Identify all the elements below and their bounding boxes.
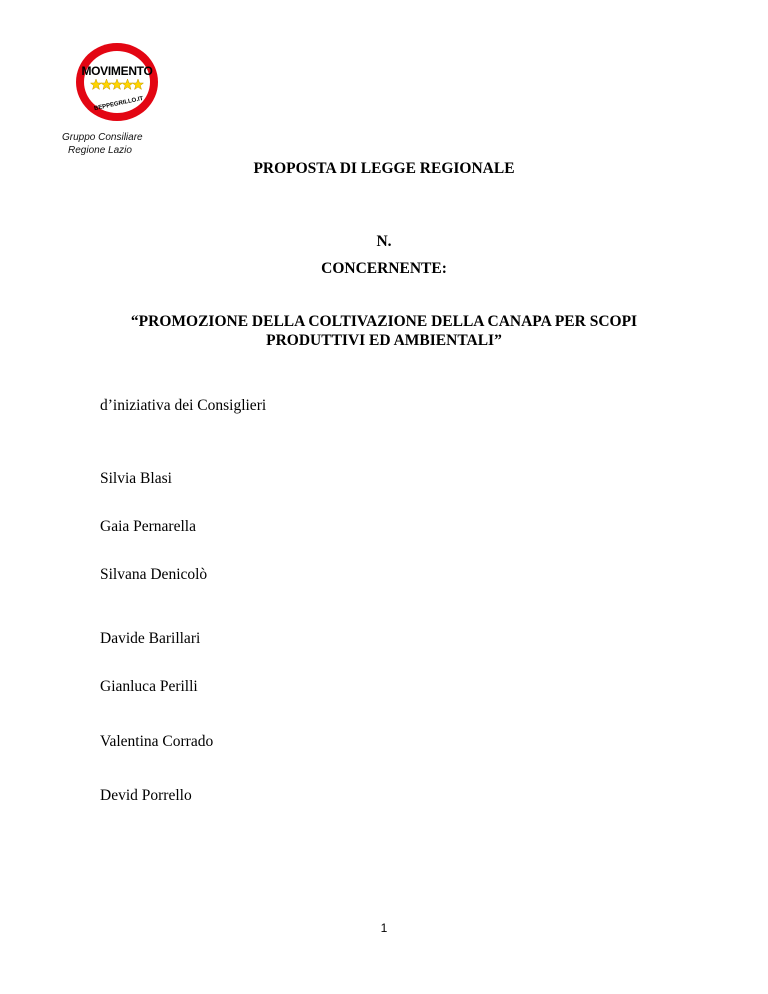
logo-beppegrillo-text: BEPPEGRILLO.IT	[93, 95, 144, 113]
councillor-name: Davide Barillari	[100, 630, 201, 647]
group-label	[62, 131, 172, 157]
subject-line-1: “PROMOZIONE DELLA COLTIVAZIONE DELLA CANAPA PER SCOPI	[130, 313, 638, 330]
logo-movimento-text: MOVIMENTO	[81, 64, 153, 78]
councillor-name: Gianluca Perilli	[100, 678, 198, 695]
councillor-name: Valentina Corrado	[100, 733, 214, 750]
councillor-name: Devid Porrello	[100, 787, 192, 804]
group-label-line1: Gruppo Consiliare	[62, 132, 143, 143]
initiative-text: d’iniziativa dei Consiglieri	[100, 397, 267, 414]
councillor-name: Silvana Denicolò	[100, 566, 208, 583]
councillor-name: Silvia Blasi	[100, 470, 172, 487]
concerning-label: CONCERNENTE:	[321, 260, 447, 277]
document-subject	[0, 312, 768, 350]
group-label-line2: Regione Lazio	[68, 145, 132, 156]
document-number-label: N.	[376, 233, 392, 250]
page-number: 1	[380, 921, 388, 935]
document-title: PROPOSTA DI LEGGE REGIONALE	[253, 160, 515, 177]
subject-line-2: PRODUTTIVI ED AMBIENTALI”	[266, 332, 502, 349]
councillor-name: Gaia Pernarella	[100, 518, 196, 535]
movimento-logo	[72, 40, 162, 124]
